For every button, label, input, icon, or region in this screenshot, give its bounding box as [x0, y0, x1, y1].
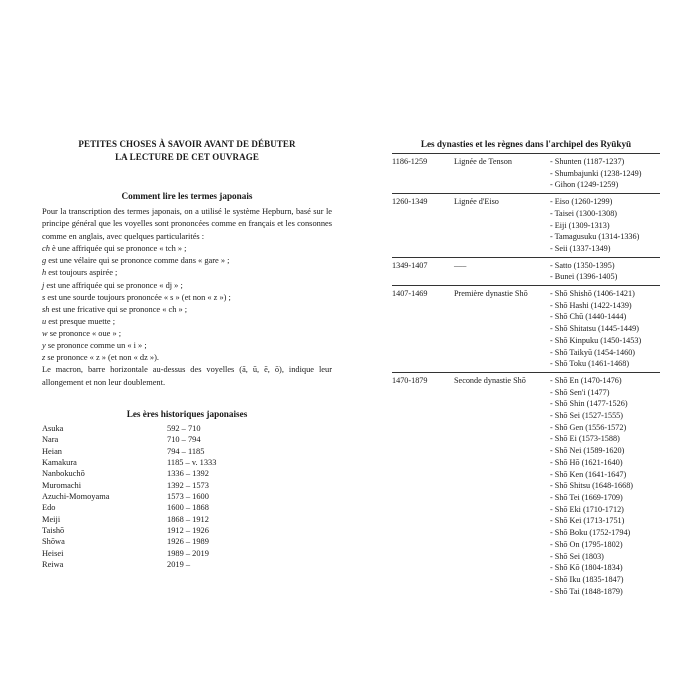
ruler-entry: - Shunten (1187-1237) [550, 157, 625, 166]
ruler-entry: - Shō En (1470-1476) [550, 375, 622, 385]
ruler-entry: - Shō Ken (1641-1647) [550, 469, 627, 479]
era-years: 1185 – v. 1333 [167, 458, 217, 467]
dynasty-rulers [550, 154, 660, 194]
ruler-entry: - Shō Hashi (1422-1439) [550, 300, 632, 310]
dynasty-row [392, 194, 660, 258]
dynasty-years: 1349-1407 [392, 260, 428, 270]
dynasty-row [392, 372, 660, 599]
era-name: Meiji [42, 514, 61, 524]
pronunciation-rule [42, 255, 332, 267]
ruler-entry: - Shō Iku (1835-1847) [550, 574, 624, 584]
rule-text: se prononce comme un « i » ; [45, 340, 147, 350]
dynasty-rulers [550, 372, 660, 599]
ruler-entry: - Shō Ei (1573-1588) [550, 434, 620, 444]
era-years: 1926 – 1989 [167, 537, 209, 547]
ruler-entry: - Seii (1337-1349) [550, 243, 611, 253]
page-title [42, 138, 332, 164]
ruler-entry: - Shō Nei (1589-1620) [550, 446, 625, 456]
ruler-entry: - Bunei (1396-1405) [550, 272, 618, 282]
rule-text: è une affriquée qui se prononce « tch » ; [49, 244, 187, 254]
rule-text: se prononce « oue » ; [47, 328, 122, 338]
ruler-entry: - Shō Sen'i (1477) [550, 387, 610, 397]
how-to-read-heading: Comment lire les termes japonais [121, 191, 253, 201]
rule-text: se prononce « z » (et non « dz »). [45, 353, 159, 363]
ruler-entry: - Shō Toku (1461-1468) [550, 359, 630, 369]
ruler-entry: - Shō Sei (1803) [550, 551, 604, 561]
pronunciation-rule [42, 267, 332, 279]
rule-text: est une sourde toujours prononcée « s » (et non « z ») ; [45, 292, 231, 302]
pronunciation-rule [42, 328, 332, 340]
era-years: 1868 – 1912 [167, 514, 209, 524]
rule-term: j [42, 280, 45, 290]
dynasty-years: 1470-1879 [392, 375, 428, 385]
ruler-entry: - Satto (1350-1395) [550, 260, 615, 270]
rule-text: est une vélaire qui se prononce comme dans « gare » ; [46, 256, 230, 266]
era-years: 794 – 1185 [167, 446, 205, 456]
era-row [42, 536, 332, 547]
era-row [42, 446, 332, 457]
era-name: Heian [42, 446, 62, 456]
right-column [392, 138, 660, 599]
dynasties-table [392, 153, 660, 599]
dynasty-row [392, 286, 660, 373]
ruler-entry: - Taisei (1300-1308) [550, 208, 618, 218]
ruler-entry: - Shō Kō (1804-1834) [550, 563, 623, 573]
intro-paragraph: Pour la transcription des termes japonais, on a utilisé le système Hepburn, basé sur le principe général que les voyelles sont prononcées comme en français et les consonnes comme en anglais, avec quelques particularités : [42, 207, 332, 241]
page-title-line-1: PETITES CHOSES À SAVOIR AVANT DE DÉBUTER [78, 139, 296, 149]
era-row [42, 457, 332, 468]
pronunciation-rule [42, 352, 332, 364]
rule-text: est une fricative qui se prononce « ch » ; [49, 304, 188, 314]
era-row [42, 502, 332, 513]
era-years: 1600 – 1868 [167, 503, 209, 513]
era-row [42, 525, 332, 536]
era-name: Taishō [42, 526, 65, 536]
era-years: 2019 – [167, 560, 191, 570]
dynasty-rulers [550, 286, 660, 373]
era-row [42, 559, 332, 570]
ruler-entry: - Shō Kei (1713-1751) [550, 516, 625, 526]
macron-note: Le macron, barre horizontale au-dessus des voyelles (ā, ū, ē, ō), indique leur allongement et non leur doublement. [42, 365, 332, 387]
dynasty-lineage: ––– [454, 260, 467, 270]
era-name: Edo [42, 503, 56, 513]
ruler-entry: - Shō On (1795-1802) [550, 539, 623, 549]
era-row [42, 468, 332, 479]
dynasty-row [392, 154, 660, 194]
ruler-entry: - Shumbajunki (1238-1249) [550, 168, 642, 178]
era-name: Kamakura [42, 458, 77, 467]
era-name: Shōwa [42, 537, 65, 547]
ruler-entry: - Gihon (1249-1259) [550, 180, 619, 190]
left-column [42, 138, 332, 570]
ruler-entry: - Shō Shitatsu (1445-1449) [550, 324, 639, 334]
rule-term: s [42, 292, 46, 302]
pronunciation-rule [42, 243, 332, 255]
era-row [42, 434, 332, 445]
ruler-entry: - Eiji (1309-1313) [550, 220, 610, 230]
ruler-entry: - Shō Gen (1556-1572) [550, 422, 627, 432]
era-row [42, 514, 332, 525]
pronunciation-rules [42, 243, 332, 364]
pronunciation-rule [42, 340, 332, 352]
rule-term: z [42, 353, 46, 363]
dynasty-rulers [550, 194, 660, 258]
pronunciation-rule [42, 304, 332, 316]
ruler-entry: - Shō Tai (1848-1879) [550, 586, 623, 596]
dynasty-rulers [550, 257, 660, 285]
era-name: Asuka [42, 423, 64, 433]
rule-term: h [42, 268, 47, 278]
dynasty-years: 1407-1469 [392, 289, 428, 299]
ruler-entry: - Shō Kinpuku (1450-1453) [550, 335, 642, 345]
ruler-entry: - Shō Eki (1710-1712) [550, 504, 624, 514]
dynasties-heading: Les dynasties et les règnes dans l'archipel des Ryūkyū [420, 139, 632, 149]
dynasty-row [392, 257, 660, 285]
rule-text: est presque muette ; [46, 316, 116, 326]
era-row [42, 480, 332, 491]
era-name: Nanbokuchō [42, 469, 85, 479]
era-name: Azuchi-Momoyama [42, 492, 110, 502]
ruler-entry: - Shō Tei (1669-1709) [550, 492, 623, 502]
rule-term: ch [42, 244, 50, 254]
dynasty-years: 1260-1349 [392, 197, 428, 207]
eras-table [42, 423, 332, 570]
dynasty-lineage: Première dynastie Shō [454, 289, 528, 299]
era-row [42, 491, 332, 502]
rule-term: sh [42, 304, 50, 314]
era-name: Heisei [42, 548, 64, 558]
era-name: Muromachi [42, 480, 82, 490]
ruler-entry: - Shō Taikyū (1454-1460) [550, 347, 636, 357]
dynasty-lineage: Lignée d'Eiso [454, 197, 499, 207]
era-years: 592 – 710 [167, 423, 201, 433]
ruler-entry: - Shō Chū (1440-1444) [550, 312, 627, 322]
era-years: 1989 – 2019 [167, 548, 209, 558]
era-name: Reiwa [42, 560, 64, 570]
rule-term: u [42, 316, 47, 326]
era-name: Nara [42, 435, 59, 445]
era-years: 1392 – 1573 [167, 480, 209, 490]
ruler-entry: - Tamagusuku (1314-1336) [550, 232, 640, 242]
pronunciation-rule [42, 292, 332, 304]
rule-term: y [42, 340, 46, 350]
ruler-entry: - Shō Boku (1752-1794) [550, 528, 631, 538]
ruler-entry: - Shō Shin (1477-1526) [550, 399, 628, 409]
ruler-entry: - Shō Sei (1527-1555) [550, 411, 623, 421]
rule-text: est une affriquée qui se prononce « dj » ; [44, 280, 183, 290]
rule-term: w [42, 328, 48, 338]
dynasty-years: 1186-1259 [392, 157, 428, 166]
eras-heading: Les ères historiques japonaises [126, 408, 248, 419]
era-years: 1336 – 1392 [167, 469, 209, 479]
page-title-line-2: LA LECTURE DE CET OUVRAGE [115, 152, 259, 162]
pronunciation-rule [42, 316, 332, 328]
era-row [42, 423, 332, 434]
ruler-entry: - Shō Hō (1621-1640) [550, 457, 623, 467]
era-row [42, 548, 332, 559]
ruler-entry: - Eiso (1260-1299) [550, 197, 613, 207]
rule-text: est toujours aspirée ; [46, 268, 118, 278]
era-years: 1912 – 1926 [167, 526, 209, 536]
rule-term: g [42, 256, 47, 266]
ruler-entry: - Shō Shitsu (1648-1668) [550, 481, 634, 491]
era-years: 710 – 794 [167, 435, 201, 445]
era-years: 1573 – 1600 [167, 492, 209, 502]
dynasty-lineage: Lignée de Tenson [454, 157, 512, 166]
dynasty-lineage: Seconde dynastie Shō [454, 375, 526, 385]
pronunciation-rule [42, 280, 332, 292]
ruler-entry: - Shō Shishō (1406-1421) [550, 289, 635, 299]
